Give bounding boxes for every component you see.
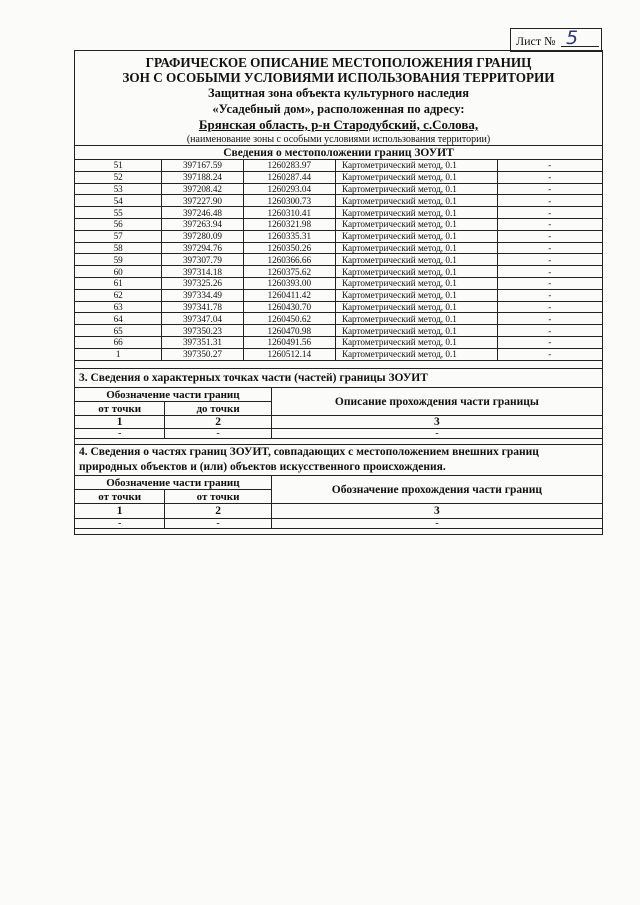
method-cell: Картометрический метод, 0.1 bbox=[335, 183, 497, 195]
coord-y-cell: 1260393.00 bbox=[243, 277, 335, 289]
coord-y-cell: 1260375.62 bbox=[243, 266, 335, 278]
tolerance-cell: - bbox=[497, 218, 602, 230]
method-cell: Картометрический метод, 0.1 bbox=[335, 254, 497, 266]
tolerance-cell: - bbox=[497, 266, 602, 278]
coord-x-cell: 397280.09 bbox=[162, 230, 243, 242]
coord-y-cell: 1260350.26 bbox=[243, 242, 335, 254]
point-number-cell: 56 bbox=[75, 218, 162, 230]
method-cell: Картометрический метод, 0.1 bbox=[335, 325, 497, 337]
section4-title bbox=[75, 445, 603, 476]
section2-title: Сведения о местоположении границ ЗОУИТ bbox=[75, 146, 603, 160]
table-row bbox=[75, 325, 603, 337]
tolerance-cell: - bbox=[497, 230, 602, 242]
section4-col-from: от точки bbox=[75, 490, 165, 504]
section3-col-from: от точки bbox=[75, 402, 165, 416]
point-number-cell: 52 bbox=[75, 171, 162, 183]
point-number-cell: 65 bbox=[75, 325, 162, 337]
coord-x-cell: 397334.49 bbox=[162, 289, 243, 301]
method-cell: Картометрический метод, 0.1 bbox=[335, 313, 497, 325]
point-number-cell: 54 bbox=[75, 195, 162, 207]
table-row bbox=[75, 195, 603, 207]
table-row bbox=[75, 207, 603, 219]
table-row bbox=[75, 348, 603, 360]
section4-title-line-1: 4. Сведения о частях границ ЗОУИТ, совпадающих с местоположением внешних границ bbox=[79, 446, 539, 458]
section4-dash-1: - bbox=[75, 519, 165, 529]
title-caption: (наименование зоны с особыми условиями использования территории) bbox=[186, 134, 491, 145]
tolerance-cell: - bbox=[497, 301, 602, 313]
coord-x-cell: 397188.24 bbox=[162, 171, 243, 183]
coord-x-cell: 397294.76 bbox=[162, 242, 243, 254]
title-line-1: ГРАФИЧЕСКОЕ ОПИСАНИЕ МЕСТОПОЛОЖЕНИЯ ГРАНИЦ bbox=[145, 55, 532, 70]
coord-y-cell: 1260450.62 bbox=[243, 313, 335, 325]
section3-dash-1: - bbox=[75, 429, 165, 439]
point-number-cell: 55 bbox=[75, 207, 162, 219]
method-cell: Картометрический метод, 0.1 bbox=[335, 160, 497, 172]
section3-col-desc: Описание прохождения части границы bbox=[271, 388, 602, 416]
coord-y-cell: 1260321.98 bbox=[243, 218, 335, 230]
point-number-cell: 57 bbox=[75, 230, 162, 242]
section4-col-desc: Обозначение прохождения части границ bbox=[271, 476, 602, 504]
section4-col-group: Обозначение части границ bbox=[75, 476, 272, 490]
coord-y-cell: 1260366.66 bbox=[243, 254, 335, 266]
coordinates-table bbox=[74, 145, 603, 361]
section3-title: 3. Сведения о характерных точках части (частей) границы ЗОУИТ bbox=[75, 369, 603, 388]
table-row bbox=[75, 266, 603, 278]
tolerance-cell: - bbox=[497, 313, 602, 325]
table-row bbox=[75, 242, 603, 254]
table-row bbox=[75, 336, 603, 348]
coord-x-cell: 397167.59 bbox=[162, 160, 243, 172]
tolerance-cell: - bbox=[497, 171, 602, 183]
coord-x-cell: 397350.27 bbox=[162, 348, 243, 360]
sheet-label: Лист № bbox=[516, 34, 556, 48]
section4-num-3: 3 bbox=[271, 504, 602, 519]
tolerance-cell: - bbox=[497, 242, 602, 254]
coord-y-cell: 1260411.42 bbox=[243, 289, 335, 301]
coordinates-body bbox=[75, 160, 603, 361]
method-cell: Картометрический метод, 0.1 bbox=[335, 195, 497, 207]
point-number-cell: 58 bbox=[75, 242, 162, 254]
point-number-cell: 59 bbox=[75, 254, 162, 266]
section3-num-3: 3 bbox=[271, 416, 602, 429]
coord-y-cell: 1260283.97 bbox=[243, 160, 335, 172]
tolerance-cell: - bbox=[497, 336, 602, 348]
tolerance-cell: - bbox=[497, 207, 602, 219]
coord-x-cell: 397350.23 bbox=[162, 325, 243, 337]
coord-y-cell: 1260470.98 bbox=[243, 325, 335, 337]
tolerance-cell: - bbox=[497, 348, 602, 360]
section4-num-1: 1 bbox=[75, 504, 165, 519]
section4-dash-2: - bbox=[165, 519, 272, 529]
coord-x-cell: 397227.90 bbox=[162, 195, 243, 207]
tolerance-cell: - bbox=[497, 183, 602, 195]
point-number-cell: 51 bbox=[75, 160, 162, 172]
point-number-cell: 66 bbox=[75, 336, 162, 348]
coord-y-cell: 1260300.73 bbox=[243, 195, 335, 207]
method-cell: Картометрический метод, 0.1 bbox=[335, 242, 497, 254]
table-row bbox=[75, 301, 603, 313]
document-frame bbox=[74, 50, 603, 535]
section3-col-group: Обозначение части границ bbox=[75, 388, 272, 402]
section4-col-to: от точки bbox=[165, 490, 272, 504]
coord-y-cell: 1260512.14 bbox=[243, 348, 335, 360]
method-cell: Картометрический метод, 0.1 bbox=[335, 336, 497, 348]
table-row bbox=[75, 313, 603, 325]
point-number-cell: 60 bbox=[75, 266, 162, 278]
point-number-cell: 64 bbox=[75, 313, 162, 325]
point-number-cell: 61 bbox=[75, 277, 162, 289]
tolerance-cell: - bbox=[497, 254, 602, 266]
coord-x-cell: 397325.26 bbox=[162, 277, 243, 289]
tolerance-cell: - bbox=[497, 289, 602, 301]
coord-y-cell: 1260430.70 bbox=[243, 301, 335, 313]
title-line-4: «Усадебный дом», расположенная по адресу: bbox=[212, 102, 465, 116]
method-cell: Картометрический метод, 0.1 bbox=[335, 171, 497, 183]
coord-x-cell: 397263.94 bbox=[162, 218, 243, 230]
title-line-2: ЗОН С ОСОБЫМИ УСЛОВИЯМИ ИСПОЛЬЗОВАНИЯ ТЕРРИТОРИИ bbox=[122, 70, 555, 85]
table-row bbox=[75, 183, 603, 195]
tolerance-cell: - bbox=[497, 160, 602, 172]
coord-x-cell: 397351.31 bbox=[162, 336, 243, 348]
table-row bbox=[75, 277, 603, 289]
method-cell: Картометрический метод, 0.1 bbox=[335, 218, 497, 230]
table-row bbox=[75, 160, 603, 172]
section3-num-1: 1 bbox=[75, 416, 165, 429]
coord-x-cell: 397314.18 bbox=[162, 266, 243, 278]
method-cell: Картометрический метод, 0.1 bbox=[335, 266, 497, 278]
method-cell: Картометрический метод, 0.1 bbox=[335, 289, 497, 301]
section4-dash-3: - bbox=[271, 519, 602, 529]
title-line-5: Брянская область, р-н Стародубский, с.Солова, bbox=[198, 117, 479, 132]
coord-y-cell: 1260293.04 bbox=[243, 183, 335, 195]
sheet-number-box bbox=[510, 28, 602, 52]
section3-num-2: 2 bbox=[165, 416, 272, 429]
method-cell: Картометрический метод, 0.1 bbox=[335, 277, 497, 289]
point-number-cell: 53 bbox=[75, 183, 162, 195]
tolerance-cell: - bbox=[497, 195, 602, 207]
coord-x-cell: 397208.42 bbox=[162, 183, 243, 195]
method-cell: Картометрический метод, 0.1 bbox=[335, 301, 497, 313]
title-line-5-wrap bbox=[75, 117, 602, 133]
table-row bbox=[75, 254, 603, 266]
coord-x-cell: 397341.78 bbox=[162, 301, 243, 313]
section3-col-to: до точки bbox=[165, 402, 272, 416]
sheet-number: 5 bbox=[566, 27, 579, 49]
point-number-cell: 62 bbox=[75, 289, 162, 301]
coord-x-cell: 397307.79 bbox=[162, 254, 243, 266]
section3-table bbox=[74, 368, 603, 439]
method-cell: Картометрический метод, 0.1 bbox=[335, 207, 497, 219]
tolerance-cell: - bbox=[497, 277, 602, 289]
method-cell: Картометрический метод, 0.1 bbox=[335, 230, 497, 242]
section3-dash-3: - bbox=[271, 429, 602, 439]
section4-num-2: 2 bbox=[165, 504, 272, 519]
section3-dash-2: - bbox=[165, 429, 272, 439]
coord-y-cell: 1260310.41 bbox=[243, 207, 335, 219]
point-number-cell: 1 bbox=[75, 348, 162, 360]
table-row bbox=[75, 230, 603, 242]
coord-y-cell: 1260491.56 bbox=[243, 336, 335, 348]
coord-x-cell: 397347.04 bbox=[162, 313, 243, 325]
point-number-cell: 63 bbox=[75, 301, 162, 313]
table-row bbox=[75, 289, 603, 301]
table-row bbox=[75, 218, 603, 230]
coord-y-cell: 1260335.31 bbox=[243, 230, 335, 242]
coord-y-cell: 1260287.44 bbox=[243, 171, 335, 183]
section4-table bbox=[74, 444, 603, 529]
coord-x-cell: 397246.48 bbox=[162, 207, 243, 219]
tolerance-cell: - bbox=[497, 325, 602, 337]
title-line-3: Защитная зона объекта культурного наследия bbox=[208, 86, 469, 100]
table-row bbox=[75, 171, 603, 183]
method-cell: Картометрический метод, 0.1 bbox=[335, 348, 497, 360]
section4-title-line-2: природных объектов и (или) объектов искусственного происхождения. bbox=[79, 461, 446, 473]
